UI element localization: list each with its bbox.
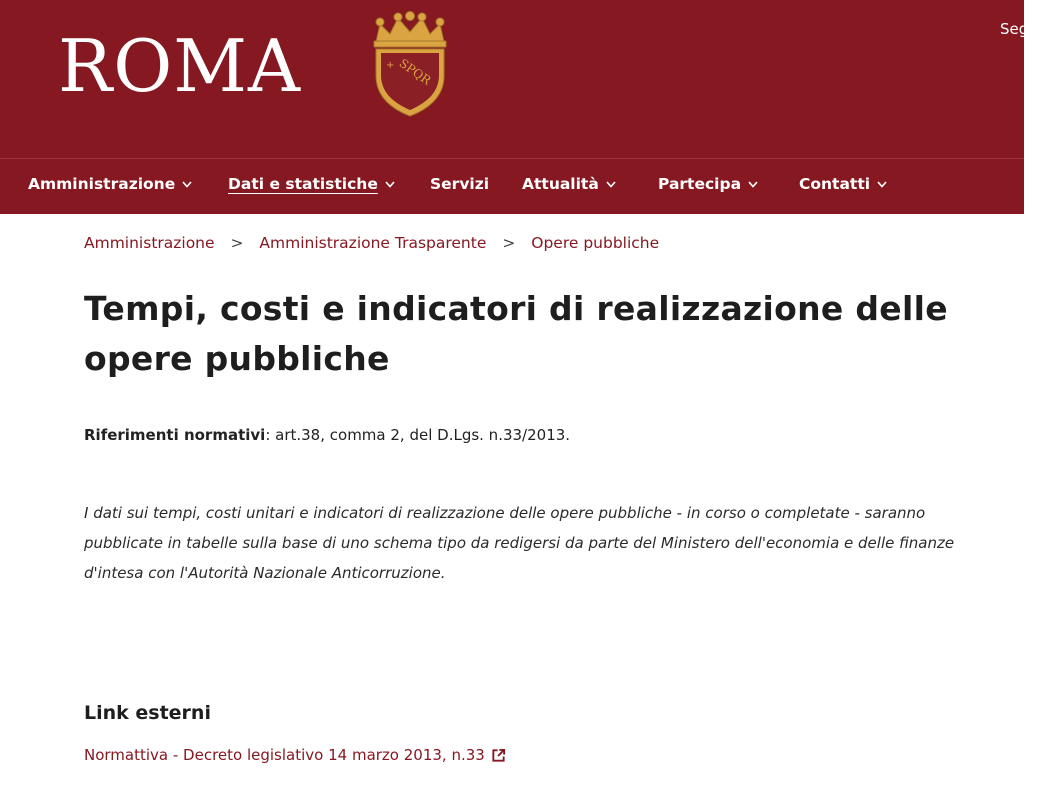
chevron-down-icon: [182, 181, 192, 188]
breadcrumb-separator: >: [502, 234, 516, 252]
external-link-label: Normattiva - Decreto legislativo 14 marzo 2013, n.33: [84, 746, 485, 764]
main-nav: [0, 158, 1024, 214]
breadcrumb-separator: >: [230, 234, 244, 252]
nav-item-label: Contatti: [799, 175, 871, 193]
external-link-icon: [491, 748, 506, 763]
follow-link[interactable]: Segui: [1000, 20, 1042, 38]
nav-item-label: Dati e statistiche: [228, 175, 378, 193]
chevron-down-icon: [877, 181, 887, 188]
page-description: I dati sui tempi, costi unitari e indicatori di realizzazione delle opere pubbliche - in corso o completate - saranno pubblicate in tabelle sulla base di uno schema tipo da redigersi da parte del Ministero dell'economia e delle finanze d'intesa con l'Autorità Nazionale Anticorruzione.: [84, 504, 955, 582]
nav-item-label: Amministrazione: [28, 175, 176, 193]
chevron-down-icon: [748, 181, 758, 188]
nav-item-label: Attualità: [522, 175, 599, 193]
nav-item-amministrazione[interactable]: [28, 175, 192, 193]
nav-item-dati-e-statistiche[interactable]: [228, 175, 395, 193]
breadcrumb-link-amministrazione[interactable]: Amministrazione: [84, 234, 215, 252]
site-header: [0, 0, 1042, 158]
crest-spqr-text: SPQR: [396, 55, 434, 88]
nav-item-partecipa[interactable]: [658, 175, 758, 193]
chevron-down-icon: [385, 181, 395, 188]
breadcrumb-link-amministrazione-trasparente[interactable]: Amministrazione Trasparente: [259, 234, 487, 252]
chevron-down-icon: [606, 181, 616, 188]
crest-cross-icon: +: [386, 60, 395, 71]
normative-references-text: : art.38, comma 2, del D.Lgs. n.33/2013.: [265, 426, 571, 444]
breadcrumb-link-opere-pubbliche[interactable]: Opere pubbliche: [531, 234, 660, 252]
nav-item-servizi[interactable]: [430, 175, 489, 193]
nav-item-contatti[interactable]: [799, 175, 887, 193]
external-link-normattiva[interactable]: [84, 746, 506, 764]
nav-item-label: Partecipa: [658, 175, 742, 193]
normative-references: [84, 426, 570, 444]
roma-logo-text[interactable]: ROMA: [58, 24, 301, 108]
breadcrumb: [84, 234, 659, 252]
nav-item-attualita[interactable]: [522, 175, 616, 193]
nav-item-label: Servizi: [430, 175, 490, 193]
external-links-title: Link esterni: [84, 702, 211, 724]
roma-crest-icon[interactable]: [368, 12, 452, 118]
page-title: Tempi, costi e indicatori di realizzazione delle opere pubbliche: [84, 289, 948, 378]
normative-references-label: Riferimenti normativi: [84, 426, 266, 444]
